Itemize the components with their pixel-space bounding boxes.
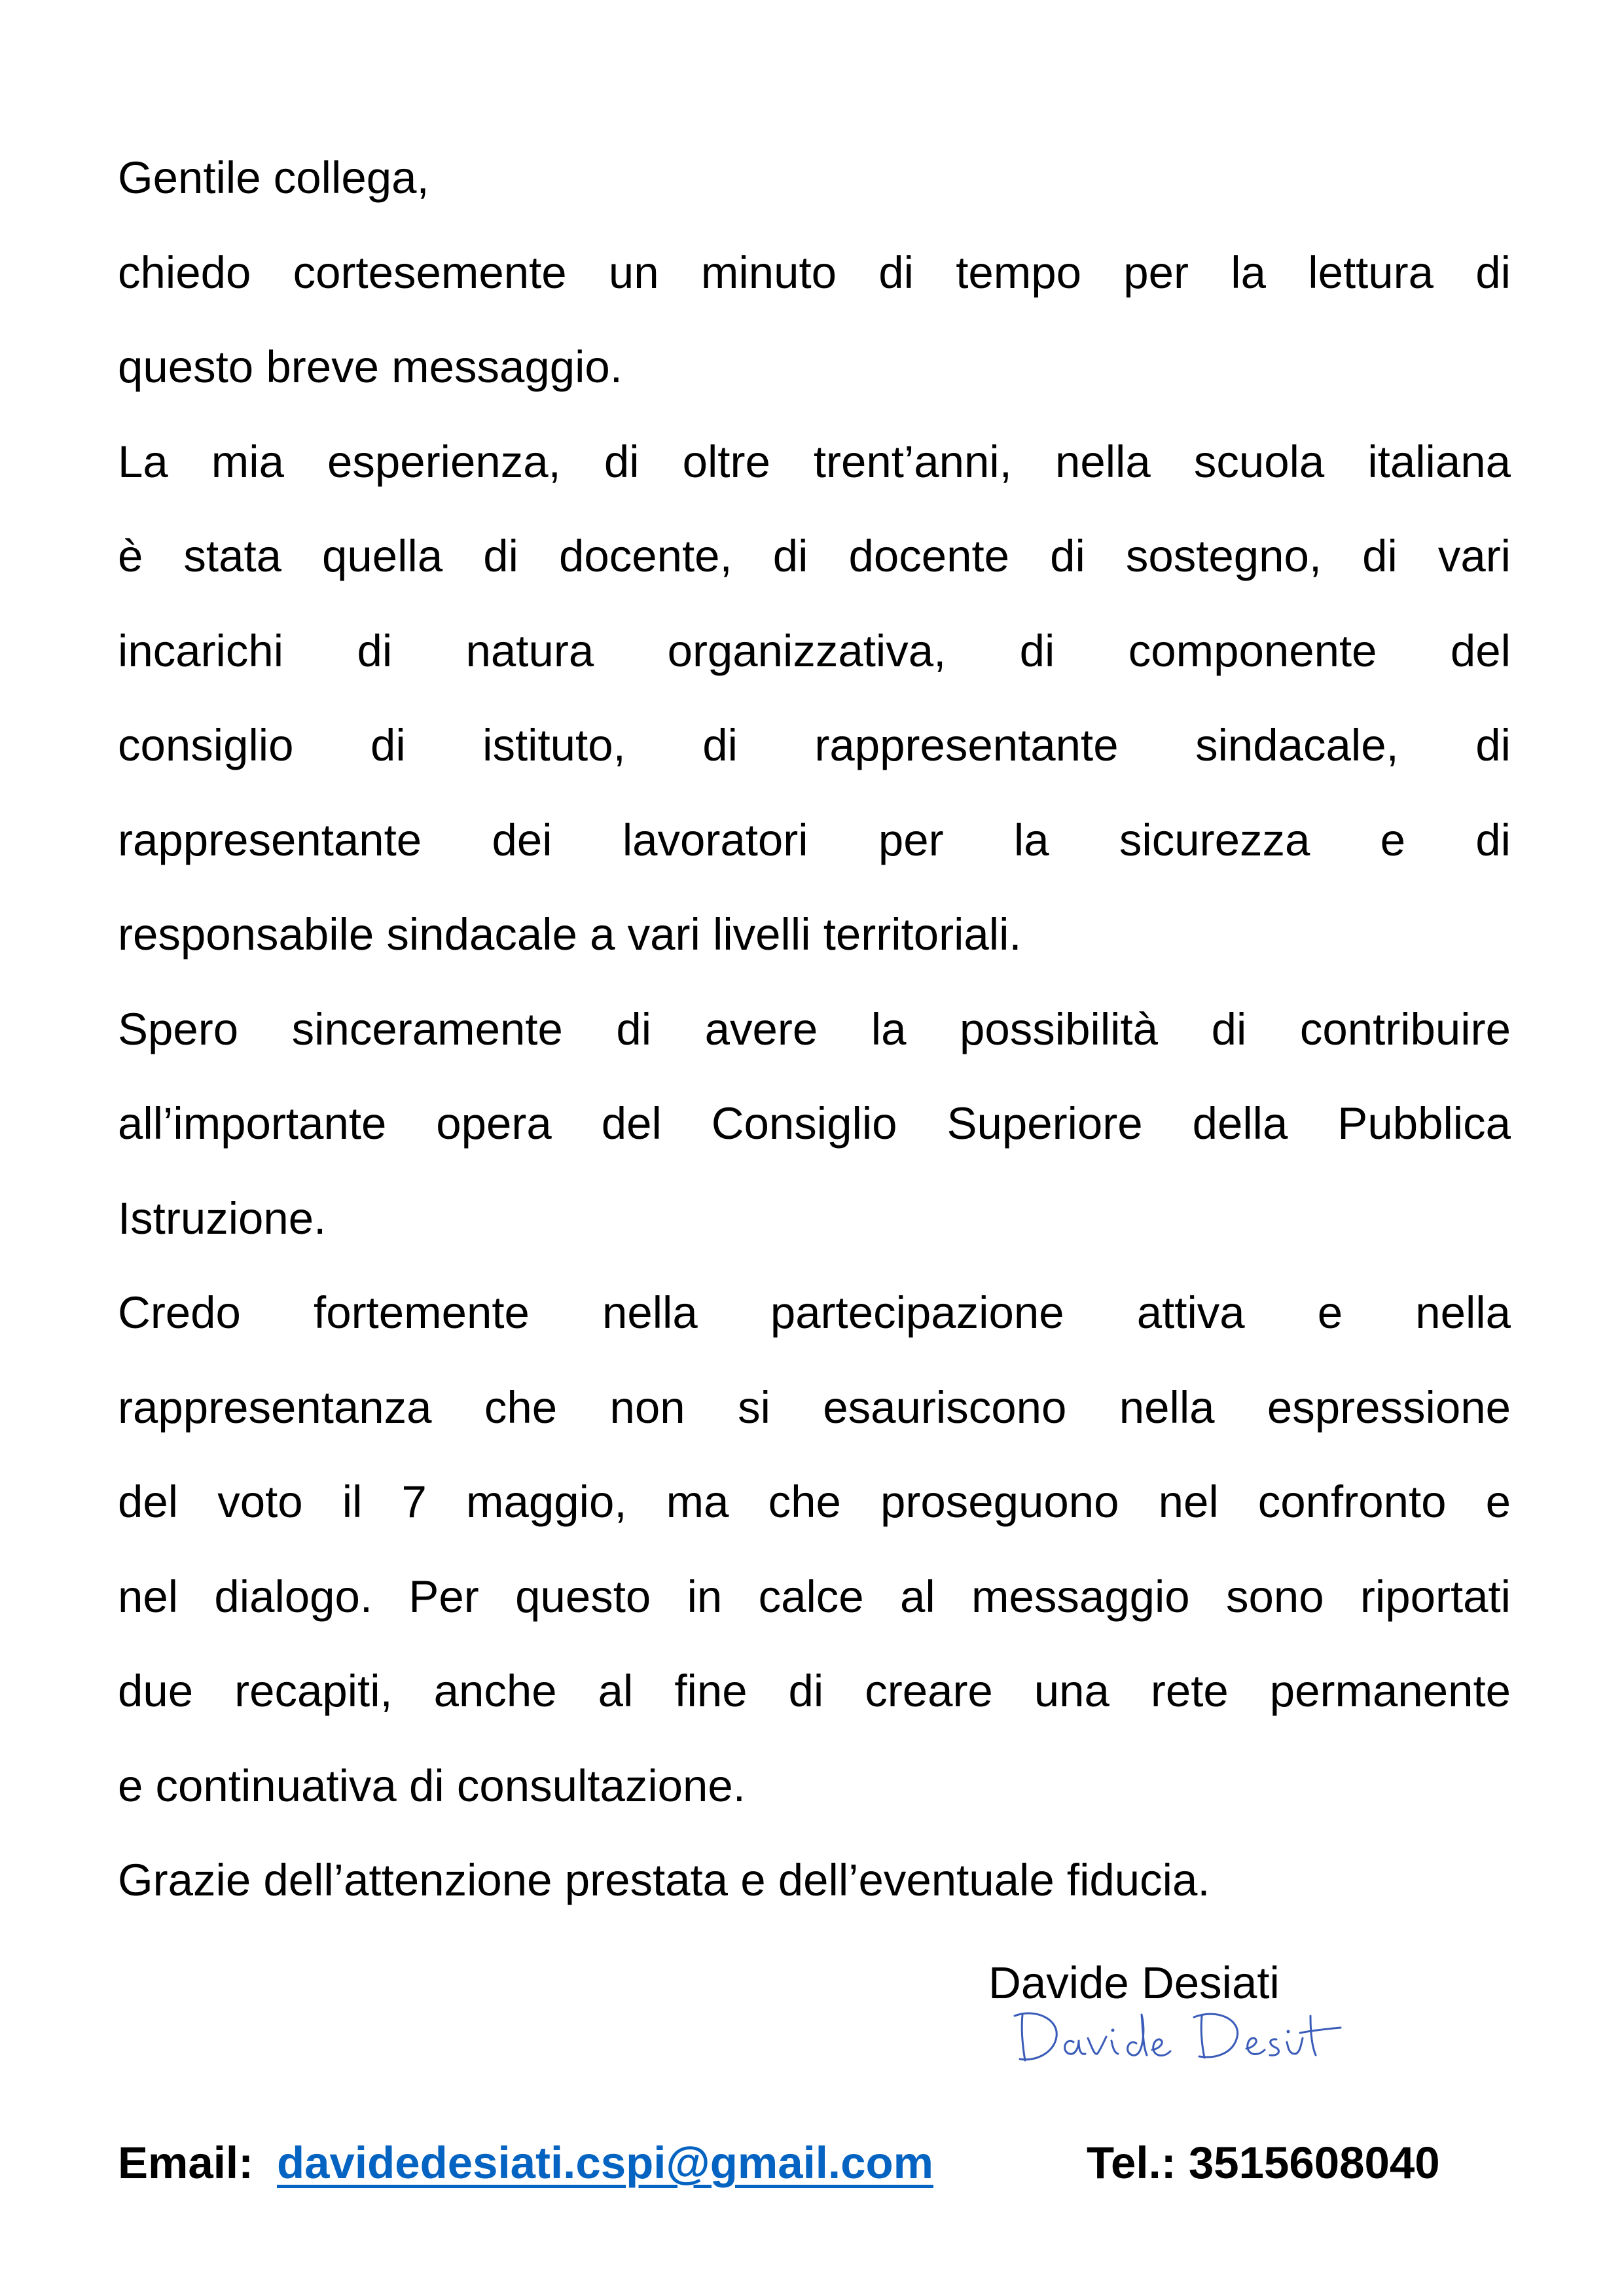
letter-line: incarichi di natura organizzativa, di componente del bbox=[118, 625, 1511, 676]
letter-body bbox=[118, 131, 1511, 1928]
letter-line: Gentile collega, bbox=[118, 152, 429, 203]
letter-line: consiglio di istituto, di rappresentante sindacale, di bbox=[118, 720, 1511, 770]
email-link[interactable]: davidedesiati.cspi@gmail.com bbox=[277, 2138, 933, 2188]
footer-contacts bbox=[118, 2130, 1511, 2196]
letter-line: del voto il 7 maggio, ma che proseguono nel confronto e bbox=[118, 1477, 1511, 1527]
letter-line: chiedo cortesemente un minuto di tempo per la lettura di bbox=[118, 247, 1511, 298]
letter-line: è stata quella di docente, di docente di sostegno, di vari bbox=[118, 531, 1511, 581]
phone-number: Tel.: 3515608040 bbox=[1087, 2138, 1440, 2188]
letter-line: due recapiti, anche al fine di creare una rete permanente bbox=[118, 1666, 1511, 1716]
letter-line: Grazie dell’attenzione prestata e dell’eventuale fiducia. bbox=[118, 1855, 1210, 1905]
letter-line: responsabile sindacale a vari livelli territoriali. bbox=[118, 909, 1022, 960]
letter-line: Istruzione. bbox=[118, 1193, 327, 1244]
letter-line: La mia esperienza, di oltre trent’anni, nella scuola italiana bbox=[118, 436, 1511, 487]
letter-line: e continuativa di consultazione. bbox=[118, 1760, 746, 1811]
letter-line: nel dialogo. Per questo in calce al messaggio sono riportati bbox=[118, 1571, 1511, 1622]
letter-line: questo breve messaggio. bbox=[118, 342, 623, 392]
signature-name: Davide Desiati bbox=[988, 1958, 1280, 2008]
letter-line: all’importante opera del Consiglio Superiore della Pubblica bbox=[118, 1098, 1511, 1149]
email-label: Email: bbox=[118, 2138, 254, 2188]
letter-line: Credo fortemente nella partecipazione attiva e nella bbox=[118, 1287, 1511, 1338]
letter-line: rappresentanza che non si esauriscono nella espressione bbox=[118, 1382, 1511, 1433]
letter-line: Spero sinceramente di avere la possibilità di contribuire bbox=[118, 1003, 1511, 1054]
letter-line: rappresentante dei lavoratori per la sicurezza e di bbox=[118, 814, 1511, 865]
handwritten-signature bbox=[1008, 1996, 1348, 2068]
